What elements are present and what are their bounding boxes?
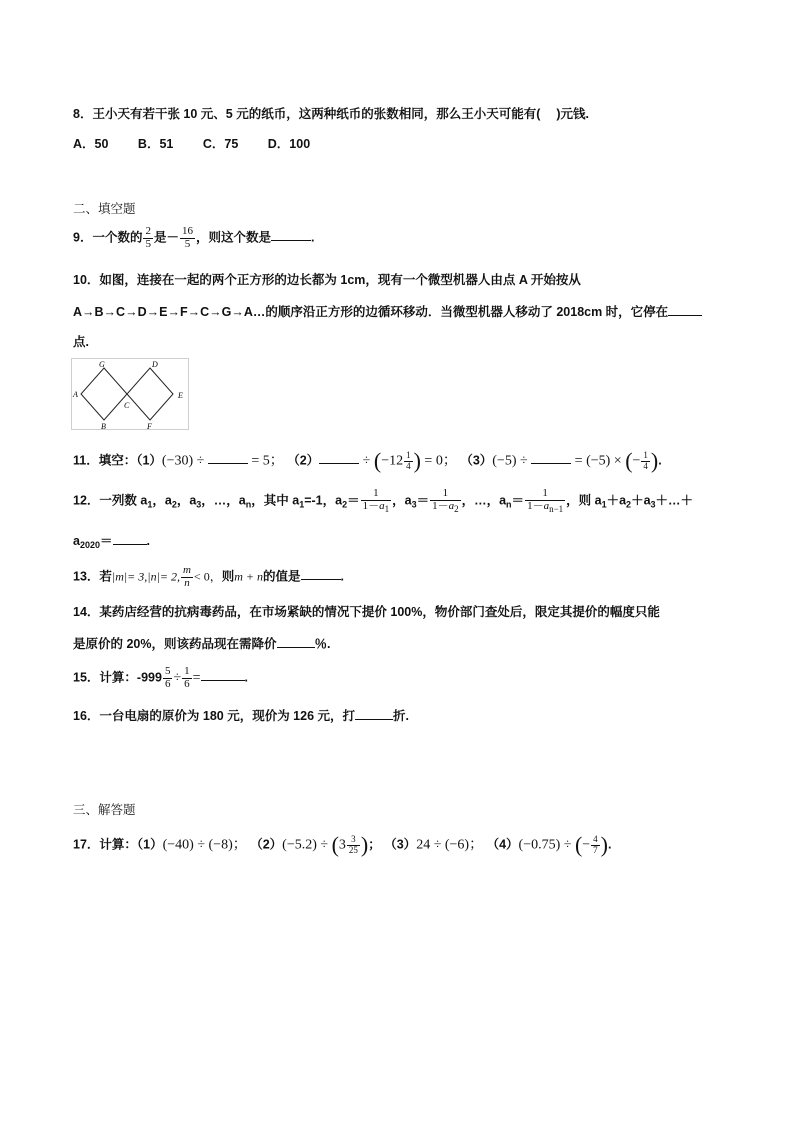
denominator: 4 [643, 460, 648, 471]
q12-end: . [146, 534, 150, 548]
q17-part-4: （4） [486, 837, 519, 852]
den-var: a [543, 499, 550, 512]
label-e: E [178, 391, 183, 400]
numerator: m [182, 564, 191, 576]
answer-blank[interactable] [668, 303, 702, 316]
question-11 [73, 448, 662, 474]
q12-sub: 2 [342, 499, 348, 510]
den-sub: 1 [384, 503, 390, 514]
fraction-16-5 [180, 226, 195, 250]
q12-eq: ＝ [347, 493, 360, 508]
q12-sub: 2 [626, 499, 632, 510]
denominator: 25 [348, 844, 358, 855]
numerator: 5 [164, 665, 171, 677]
numerator: 1 [406, 450, 411, 461]
q12-text: ，…，a [461, 493, 507, 508]
answer-blank[interactable] [113, 532, 147, 545]
q13-end: . [340, 569, 344, 584]
question-17 [73, 832, 611, 858]
q12-text: ，…，a [201, 493, 246, 508]
q12-text: a [73, 534, 80, 548]
denominator [430, 501, 461, 514]
fraction-4-7 [591, 835, 600, 855]
mixed-int: 3 [338, 837, 346, 853]
q15-eq: = [192, 670, 201, 686]
expr-2a: ÷ [359, 453, 374, 469]
numerator: 1 [184, 665, 190, 677]
q12-text: ，其中 a [251, 493, 300, 508]
q12-sub: 3 [650, 499, 656, 510]
option-c: C．75 [202, 137, 239, 151]
open-paren: ( [331, 832, 339, 857]
close-paren: ) [650, 448, 659, 473]
q13-expr2: m + n [234, 569, 263, 584]
denominator: 4 [406, 460, 411, 471]
q12-text: ＋…＋ [655, 493, 694, 508]
q17-expr-4: (−0.75) ÷ [518, 837, 575, 853]
denominator [525, 501, 565, 514]
fraction-m-n [181, 565, 193, 589]
question-8 [73, 104, 589, 122]
denominator: 7 [593, 844, 598, 855]
q15-pre: 15．计算：-999 [73, 670, 162, 685]
answer-blank-2[interactable] [319, 451, 359, 464]
question-10-line-3: 点. [73, 335, 89, 349]
q12-sub: 3 [196, 499, 202, 510]
numerator: 1 [361, 488, 392, 501]
q12-text: ，a [392, 493, 412, 508]
question-10-line-2 [73, 302, 702, 320]
label-a: A [73, 390, 78, 399]
close-paren: ) [360, 832, 369, 857]
answer-blank-1[interactable] [208, 451, 248, 464]
den-text: 1－ [362, 499, 380, 512]
numerator: 16 [181, 225, 193, 237]
question-16 [73, 706, 409, 724]
denominator: n [184, 576, 190, 589]
section-fill-in-blank-title: 二、填空题 [73, 202, 136, 216]
question-15 [73, 666, 248, 690]
fraction-1-6 [182, 666, 192, 690]
negative-sign: − [582, 837, 591, 853]
q13-mid: 则 [221, 569, 235, 584]
question-9-pre: 9．一个数的 [73, 230, 143, 245]
label-g: G [99, 360, 105, 369]
expr-3b: = (−5) × [571, 453, 626, 469]
fraction-a3 [430, 488, 461, 514]
question-11-end: . [658, 453, 662, 468]
q17-part-3: （3） [384, 837, 417, 852]
fraction-1-4 [641, 451, 650, 471]
q17-sep: ； [368, 837, 381, 852]
question-12-line-2 [73, 531, 150, 550]
two-squares-diagram [71, 358, 189, 430]
fraction-2-5 [143, 226, 153, 250]
q17-expr-1: (−40) ÷ (−8)； [162, 837, 247, 853]
question-8-text: 8．王小天有若干张 10 元、5 元的纸币，这两种纸币的张数相同，那么王小天可能有( )元钱. [73, 107, 589, 121]
q12-sub: 2020 [79, 540, 100, 550]
denominator: 6 [164, 677, 171, 690]
fraction-an [525, 488, 565, 514]
label-d: D [152, 360, 158, 369]
question-10-line-1: 10．如图，连接在一起的两个正方形的边长都为 1cm，现有一个微型机器人由点 A 开始按从 [73, 273, 581, 287]
answer-blank[interactable] [301, 567, 341, 580]
q12-text: ＝ [99, 534, 113, 548]
question-8-options [73, 134, 310, 152]
answer-blank[interactable] [355, 707, 393, 720]
q12-text: ＋a [606, 493, 627, 508]
numerator: 1 [430, 488, 461, 501]
denominator: 5 [184, 237, 191, 250]
q16-pre: 16．一台电扇的原价为 180 元，现价为 126 元，打 [73, 709, 356, 723]
numerator: 3 [347, 835, 360, 845]
den-sub: 2 [454, 503, 459, 514]
question-14-line-2 [73, 634, 330, 652]
q12-sub: n [506, 499, 512, 510]
denominator: 5 [145, 237, 151, 250]
part-2-label: （2） [287, 453, 320, 468]
q12-text: ，a [176, 493, 197, 508]
fraction-3-25 [347, 835, 360, 855]
q12-text: ，则 a [566, 493, 602, 508]
q12-sub: 1 [147, 499, 153, 510]
open-paren: ( [373, 448, 382, 473]
fraction-1-4 [404, 451, 413, 471]
numerator: 4 [593, 834, 598, 845]
part-3-label: （3） [460, 453, 493, 468]
label-c: C [124, 401, 130, 410]
denominator [361, 501, 392, 514]
q12-eq: ＝ [416, 493, 430, 508]
q12-sub: 1 [601, 499, 607, 510]
q14-text: 是原价的 20%，则该药品现在需降价 [73, 637, 277, 651]
close-paren: ) [413, 448, 421, 473]
negative-sign: − [632, 453, 641, 469]
answer-blank[interactable] [271, 228, 311, 241]
q16-post: 折. [393, 709, 409, 723]
q12-text: 12．一列数 a [73, 493, 148, 508]
q12-sub: 1 [299, 499, 305, 510]
q13-lt: < 0， [193, 569, 222, 584]
den-text: 1－ [527, 499, 544, 512]
fraction-5-6 [163, 666, 173, 690]
q12-text: ，a [152, 493, 172, 508]
q15-end: . [244, 670, 249, 685]
label-f: F [147, 422, 152, 430]
q12-sub: 2 [171, 499, 177, 510]
den-text: 1－ [432, 499, 449, 512]
close-paren: ) [600, 832, 608, 857]
question-9-end: . [310, 230, 315, 245]
q12-text: ＋a [631, 493, 651, 508]
expr-2b: = 0； [420, 453, 457, 469]
question-12 [73, 488, 693, 514]
numerator: 1 [525, 488, 565, 501]
mixed-int: −12 [381, 453, 404, 469]
q17-pre: 17．计算：（1） [73, 837, 163, 852]
q14-text: ％. [314, 637, 331, 651]
q12-eq: ＝ [511, 493, 525, 508]
denominator: 6 [184, 677, 190, 690]
answer-blank[interactable] [201, 668, 245, 681]
q17-expr-2: (−5.2) ÷ [282, 837, 332, 853]
den-var: a [379, 499, 385, 512]
answer-blank-3[interactable] [531, 451, 571, 464]
q12-sub: 3 [411, 499, 417, 510]
question-14-line-1: 14．某药店经营的抗病毒药品，在市场紧缺的情况下提价 100%，物价部门查处后，限定其提价的幅度只能 [73, 605, 660, 619]
option-a: A．50 [73, 137, 109, 151]
fraction-a2 [361, 488, 392, 514]
option-b: B．51 [137, 137, 174, 151]
numerator: 1 [643, 450, 648, 461]
question-10-line-2-text: A→B→C→D→E→F→C→G→A…的顺序沿正方形的边循环移动．当微型机器人移动了 2018cm 时，它停在 [73, 305, 669, 319]
question-11-pre: 11．填空：（1） [73, 453, 162, 468]
two-squares-figure [71, 358, 189, 435]
den-sub: n−1 [549, 503, 564, 514]
label-b: B [101, 422, 106, 430]
expr-3a: (−5) ÷ [492, 453, 532, 469]
section-answer-questions-title: 三、解答题 [73, 803, 136, 817]
question-9-post: ，则这个数是 [195, 230, 271, 245]
numerator: 2 [145, 225, 151, 237]
q17-part-2: （2） [250, 837, 283, 852]
q12-sub: n [245, 499, 252, 510]
open-paren: ( [574, 832, 583, 857]
open-paren: ( [625, 448, 633, 473]
q17-expr-3: 24 ÷ (−6)； [416, 837, 484, 853]
expr-1b: = 5； [247, 453, 284, 469]
q13-expr: |m|= 3,|n|= 2, [111, 569, 180, 584]
answer-blank[interactable] [277, 635, 315, 648]
expr-1a: (−30) ÷ [161, 453, 208, 469]
option-d: D．100 [267, 137, 311, 151]
question-9-mid: 是－ [153, 230, 179, 245]
den-var: a [448, 499, 455, 512]
question-9 [73, 226, 314, 250]
question-13 [73, 565, 344, 589]
q13-pre: 13．若 [73, 569, 112, 584]
q15-op: ÷ [173, 670, 182, 686]
q17-end: . [608, 837, 612, 852]
q12-text: =-1，a [304, 493, 343, 508]
q13-post: 的值是 [262, 569, 301, 584]
